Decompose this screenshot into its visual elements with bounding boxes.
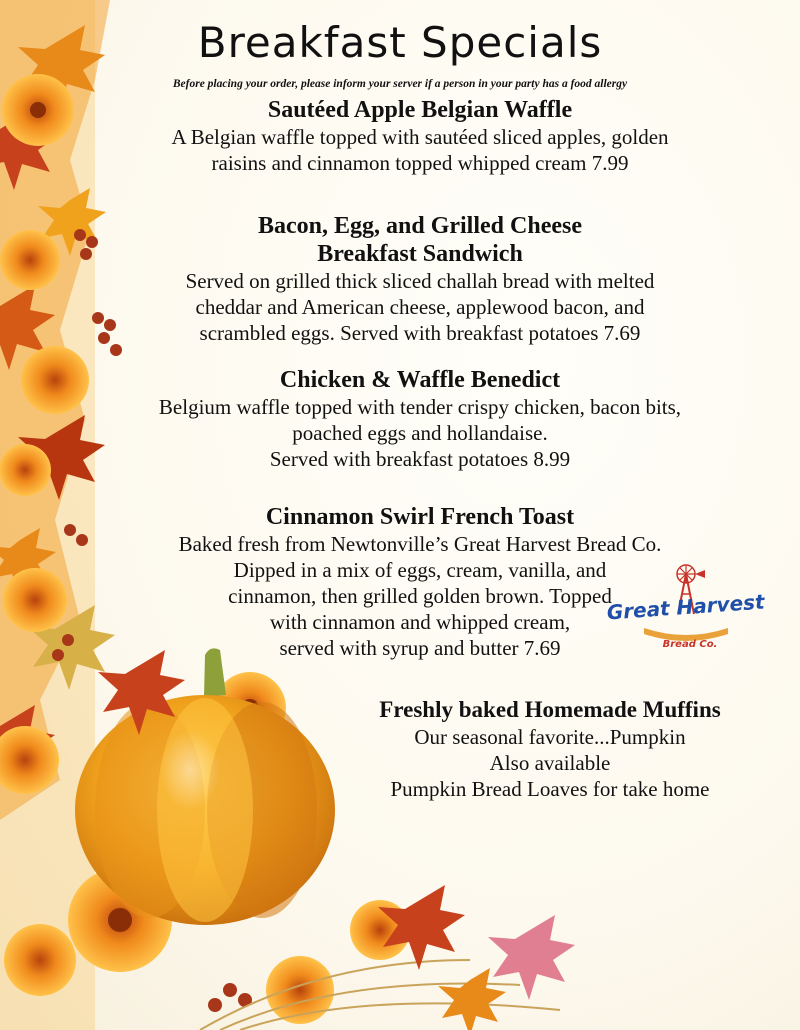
logo-subtitle: Bread Co. bbox=[662, 639, 718, 650]
menu-item-name: Bacon, Egg, and Grilled Cheese Breakfast Sandwich bbox=[257, 213, 582, 267]
menu-item-description: Baked fresh from Newtonville’s Great Harvest Bread Co. Dipped in a mix of eggs, cream, vanilla, and cinnamon, then grilled golden brown. Topped with cinnamon and whipped cream, served with syrup and butter 7.69 bbox=[178, 532, 662, 660]
menu-item bbox=[120, 212, 720, 346]
menu-item bbox=[120, 96, 720, 176]
great-harvest-logo bbox=[605, 562, 766, 652]
menu-item-description: Belgium waffle topped with tender crispy chicken, bacon bits, poached eggs and hollandaise. Served with breakfast potatoes 8.99 bbox=[158, 395, 682, 471]
menu-item-description: Served on grilled thick sliced challah bread with melted cheddar and American cheese, applewood bacon, and scrambled eggs. Served with breakfast potatoes 7.69 bbox=[185, 269, 655, 345]
menu-item-name: Freshly baked Homemade Muffins bbox=[379, 697, 721, 722]
menu-item-name: Sautéed Apple Belgian Waffle bbox=[267, 97, 573, 123]
menu-item bbox=[120, 366, 720, 472]
allergy-note: Before placing your order, please inform your server if a person in your party has a food allergy bbox=[172, 78, 628, 90]
page-title: Breakfast Specials bbox=[197, 18, 603, 67]
pumpkin-icon bbox=[75, 648, 335, 925]
logo-name: Great Harvest bbox=[605, 589, 766, 625]
menu-item bbox=[345, 696, 755, 802]
menu-item-description: Our seasonal favorite...Pumpkin Also available Pumpkin Bread Loaves for take home bbox=[390, 725, 710, 801]
menu-item-name: Cinnamon Swirl French Toast bbox=[265, 504, 575, 530]
menu-item-name: Chicken & Waffle Benedict bbox=[279, 367, 561, 393]
menu-item-description: A Belgian waffle topped with sautéed sliced apples, golden raisins and cinnamon topped whipped cream 7.99 bbox=[171, 125, 669, 175]
